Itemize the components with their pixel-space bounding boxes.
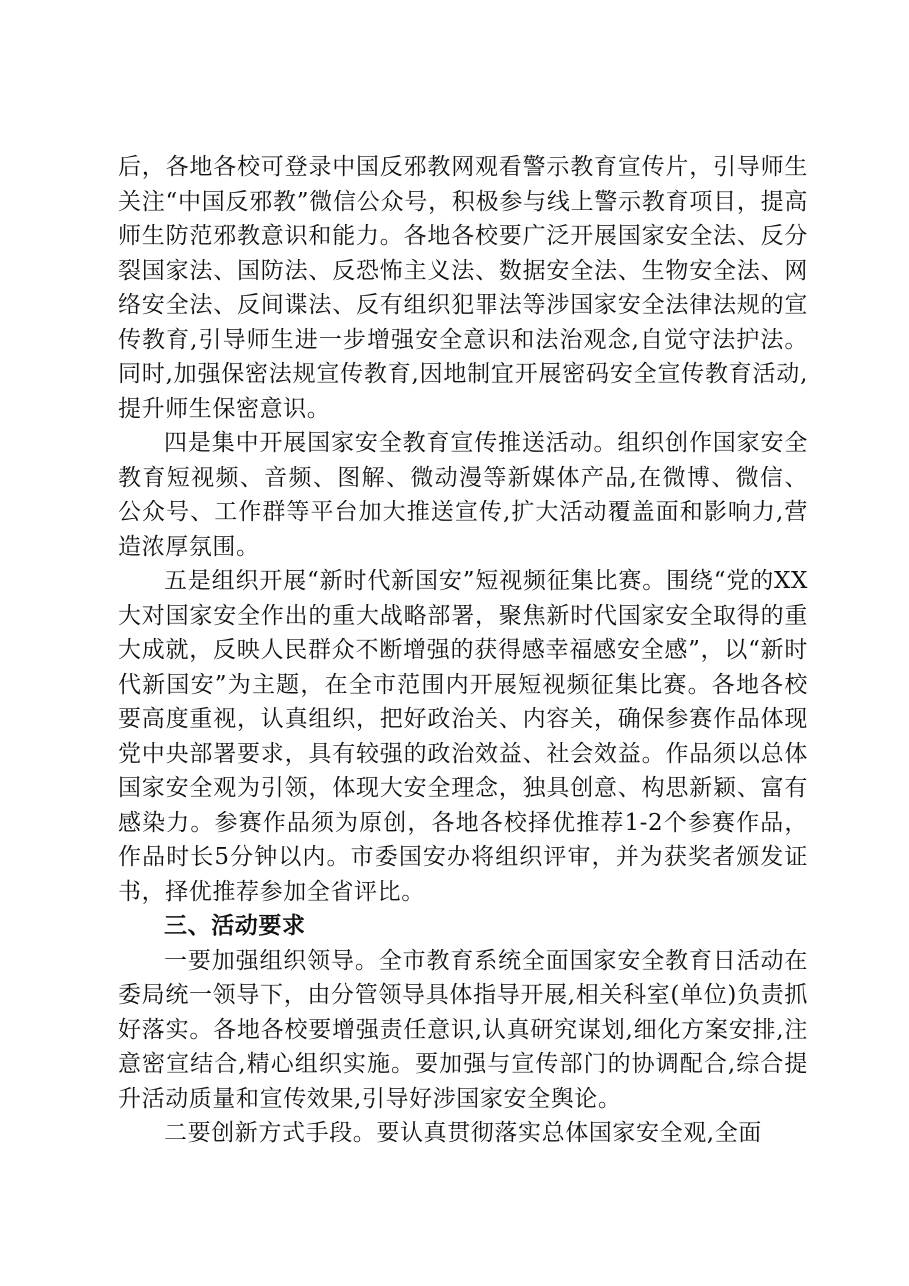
paragraph-continued: 后，各地各校可登录中国反邪教网观看警示教育宣传片，引导师生关注“中国反邪教”微信公众号，积极参与线上警示教育项目，提高师生防范邪教意识和能力。各地各校要广泛开展国家安全法、反分裂国家法、国防法、反恐怖主义法、数据安全法、生物安全法、网络安全法、反间谍法、反有组织犯罪法等涉国家安全法律法规的宣传教育,引导师生进一步增强安全意识和法治观念,自觉守法护法。同时,加强保密法规宣传教育,因地制宜开展密码安全宣传教育活动,提升师生保密意识。 [118,154,808,422]
paragraph-requirement-two: 二要创新方式手段。要认真贯彻落实总体国家安全观,全面 [164,1120,762,1146]
paragraph-requirement-one: 一要加强组织领导。全市教育系统全面国家安全教育日活动在委局统一领导下，由分管领导具体指导开展,相关科室(单位)负责抓好落实。各地各校要增强责任意识,认真研究谋划,细化方案安排,注意密宣结合,精心组织实施。要加强与宣传部门的协调配合,综合提升活动质量和宣传效果,引导好涉国家安全舆论。 [118,947,808,1112]
section-heading: 三、活动要求 [164,913,306,939]
paragraph-item-five: 五是组织开展“新时代新国安”短视频征集比赛。围绕“党的XX大对国家安全作出的重大战略部署，聚焦新时代国家安全取得的重大成就，反映人民群众不断增强的获得感幸福感安全感”，以“新时代新国安”为主题，在全市范围内开展短视频征集比赛。各地各校要高度重视，认真组织，把好政治关、内容关，确保参赛作品体现党中央部署要求，具有较强的政治效益、社会效益。作品须以总体国家安全观为引领，体现大安全理念，独具创意、构思新颖、富有感染力。参赛作品须为原创，各地各校择优推荐1-2个参赛作品，作品时长5分钟以内。市委国安办将组织评审，并为获奖者颁发证书，择优推荐参加全省评比。 [118,568,808,905]
body-text [118,150,808,1151]
paragraph-item-four: 四是集中开展国家安全教育宣传推送活动。组织创作国家安全教育短视频、音频、图解、微动漫等新媒体产品,在微博、微信、公众号、工作群等平台加大推送宣传,扩大活动覆盖面和影响力,营造浓厚氛围。 [118,430,808,560]
